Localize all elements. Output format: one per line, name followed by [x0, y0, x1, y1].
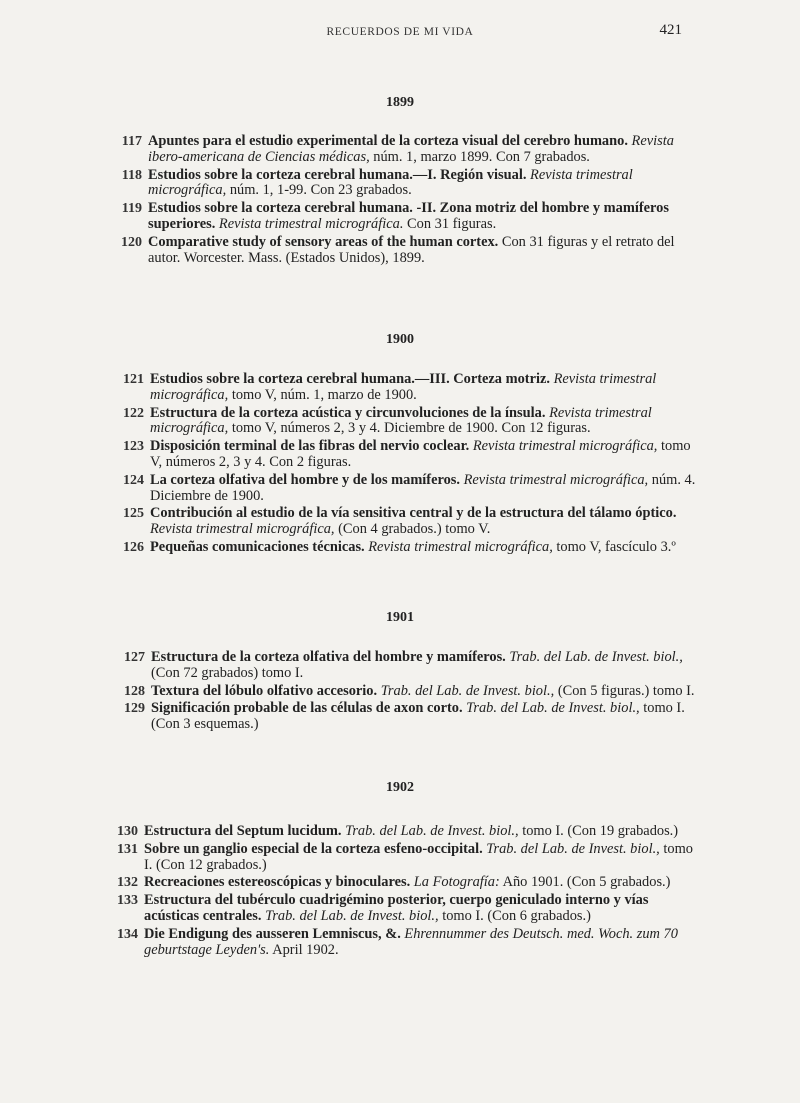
- bibliography-section: [0, 650, 700, 735]
- entry-title: Significación probable de las células de axon corto.: [151, 700, 463, 717]
- entry-journal: Revista ibero-americana de Ciencias médicas,: [148, 133, 674, 165]
- entry-detail: tomo I. (Con 19 grabados.): [522, 823, 679, 839]
- bibliography-entry: [98, 927, 698, 959]
- bibliography-entry: [98, 875, 698, 891]
- bibliography-entry: [104, 506, 699, 538]
- entry-detail: tomo V, núm. 1, marzo de 1900.: [231, 386, 417, 403]
- entry-detail: tomo V, fascículo 3.º: [556, 538, 676, 555]
- entry-number: 134: [117, 926, 138, 942]
- entry-journal: Revista trimestral micrográfica,: [150, 404, 652, 437]
- bibliography-entry: [104, 372, 699, 404]
- entry-number: 125: [123, 506, 144, 522]
- entry-number: 117: [121, 134, 142, 149]
- entry-title: La corteza olfativa del hombre y de los mamíferos.: [150, 471, 461, 488]
- entry-journal: Revista trimestral micrográfica,: [463, 471, 649, 488]
- entry-title: Estudios sobre la corteza cerebral humana.—I. Región visual.: [148, 166, 527, 183]
- entry-detail: Año 1901. (Con 5 grabados.): [502, 874, 671, 891]
- entry-detail: núm. 1, marzo 1899. Con 7 grabados.: [373, 148, 590, 165]
- entry-journal: Revista trimestral micrográfica,: [150, 521, 335, 538]
- entry-number: 130: [117, 824, 138, 839]
- entry-number: 133: [117, 893, 138, 909]
- entry-journal: Trab. del Lab. de Invest. biol.,: [486, 840, 660, 857]
- entry-detail: (Con 5 figuras.) tomo I.: [557, 682, 695, 699]
- entry-number: 120: [121, 234, 142, 250]
- entry-detail: núm. 4. Diciembre de 1900.: [150, 471, 696, 504]
- bibliography-entry: [102, 168, 697, 200]
- bibliography-section: [0, 824, 698, 960]
- entry-number: 124: [123, 472, 144, 488]
- bibliography-entry: [98, 893, 698, 925]
- entry-number: 123: [123, 439, 144, 455]
- entry-title: Comparative study of sensory areas of the human cortex.: [148, 233, 499, 250]
- entry-title: Pequeñas comunicaciones técnicas.: [150, 538, 365, 555]
- entry-journal: Revista trimestral micrográfica,: [148, 166, 633, 199]
- entry-title: Estructura de la corteza olfativa del hombre y mamíferos.: [151, 649, 506, 665]
- entry-journal: Trab. del Lab. de Invest. biol.,: [345, 823, 519, 839]
- entry-title: Recreaciones estereoscópicas y binoculares.: [144, 874, 411, 891]
- entry-title: Estudios sobre la corteza cerebral humana. -II. Zona motriz del hombre y mamíferos superiores.: [148, 200, 669, 232]
- entry-title: Apuntes para el estudio experimental de la corteza visual del cerebro humano.: [148, 133, 628, 149]
- bibliography-section: [0, 372, 699, 558]
- entry-number: 129: [124, 701, 145, 717]
- running-title: RECUERDOS DE MI VIDA: [326, 26, 474, 38]
- bibliography-entry: [102, 134, 697, 166]
- entry-journal: Ehrennummer des Deutsch. med. Woch. zum 70 geburtstage Leyden's.: [144, 925, 678, 958]
- year-heading: 1901: [386, 610, 414, 625]
- bibliography-entry: [104, 439, 699, 471]
- entry-journal: Revista trimestral micrográfica,: [472, 438, 658, 455]
- entry-journal: Revista trimestral micrográfica,: [150, 371, 657, 403]
- entry-detail: tomo V, números 2, 3 y 4. Diciembre de 1900. Con 12 figuras.: [231, 420, 591, 437]
- entry-title: Estructura del Septum lucidum.: [144, 823, 342, 839]
- bibliography-entry: [98, 842, 698, 874]
- bibliography-entry: [105, 701, 700, 733]
- entry-number: 128: [124, 683, 145, 699]
- entry-detail: tomo I. (Con 6 grabados.): [442, 907, 591, 924]
- year-heading: 1902: [386, 780, 414, 795]
- entry-title: Sobre un ganglio especial de la corteza esfeno-occipital.: [144, 840, 483, 857]
- entry-detail: Con 31 figuras.: [407, 215, 497, 232]
- entry-detail: Con 31 figuras y el retrato del autor. Worcester. Mass. (Estados Unidos), 1899.: [148, 233, 675, 266]
- entry-number: 131: [117, 841, 138, 857]
- entry-detail: tomo I. (Con 3 esquemas.): [151, 700, 685, 733]
- entry-journal: La Fotografía:: [413, 874, 500, 891]
- bibliography-entry: [104, 406, 699, 438]
- year-heading: 1900: [386, 332, 414, 347]
- entry-detail: (Con 72 grabados) tomo I.: [151, 664, 304, 681]
- bibliography-entry: [104, 473, 699, 505]
- entry-journal: Revista trimestral micrográfica.: [218, 215, 404, 232]
- entry-journal: Trab. del Lab. de Invest. biol.,: [265, 907, 439, 924]
- entry-number: 121: [123, 372, 144, 387]
- entry-detail: tomo I. (Con 12 grabados.): [144, 840, 693, 873]
- entry-journal: Trab. del Lab. de Invest. biol.,: [380, 682, 555, 699]
- entry-title: Estructura del tubérculo cuadrigémino posterior, cuerpo geniculado interno y vías acústicas centrales.: [144, 892, 649, 924]
- entry-title: Textura del lóbulo olfativo accesorio.: [151, 682, 378, 699]
- entry-title: Die Endigung des ausseren Lemniscus, &.: [144, 925, 401, 942]
- entry-detail: tomo V, números 2, 3 y 4. Con 2 figuras.: [150, 438, 691, 470]
- bibliography-entry: [104, 540, 699, 556]
- entry-title: Estudios sobre la corteza cerebral humana.—III. Corteza motriz.: [150, 371, 550, 387]
- bibliography-entry: [102, 235, 697, 267]
- entry-detail: núm. 1, 1-99. Con 23 grabados.: [229, 182, 412, 199]
- entry-number: 132: [117, 875, 138, 891]
- year-heading: 1899: [386, 95, 414, 110]
- bibliography-section: [0, 134, 697, 268]
- entry-number: 127: [124, 650, 145, 665]
- bibliography-entry: [98, 824, 698, 840]
- entry-title: Estructura de la corteza acústica y circunvoluciones de la ínsula.: [150, 404, 546, 421]
- entry-detail: April 1902.: [272, 941, 339, 958]
- entry-journal: Revista trimestral micrográfica,: [368, 538, 553, 555]
- entry-number: 122: [123, 405, 144, 421]
- entry-number: 118: [121, 167, 142, 183]
- entry-journal: Trab. del Lab. de Invest. biol.,: [509, 649, 683, 665]
- bibliography-entry: [105, 650, 700, 682]
- entry-journal: Trab. del Lab. de Invest. biol.,: [466, 700, 640, 717]
- bibliography-entry: [105, 684, 700, 700]
- entry-detail: (Con 4 grabados.) tomo V.: [338, 521, 491, 538]
- page-number: 421: [659, 22, 682, 38]
- entry-number: 126: [123, 539, 144, 555]
- entry-title: Disposición terminal de las fibras del nervio coclear.: [150, 438, 470, 455]
- entry-number: 119: [121, 201, 142, 217]
- entry-title: Contribución al estudio de la vía sensitiva central y de la estructura del tálamo óptico.: [150, 505, 677, 522]
- bibliography-entry: [102, 201, 697, 233]
